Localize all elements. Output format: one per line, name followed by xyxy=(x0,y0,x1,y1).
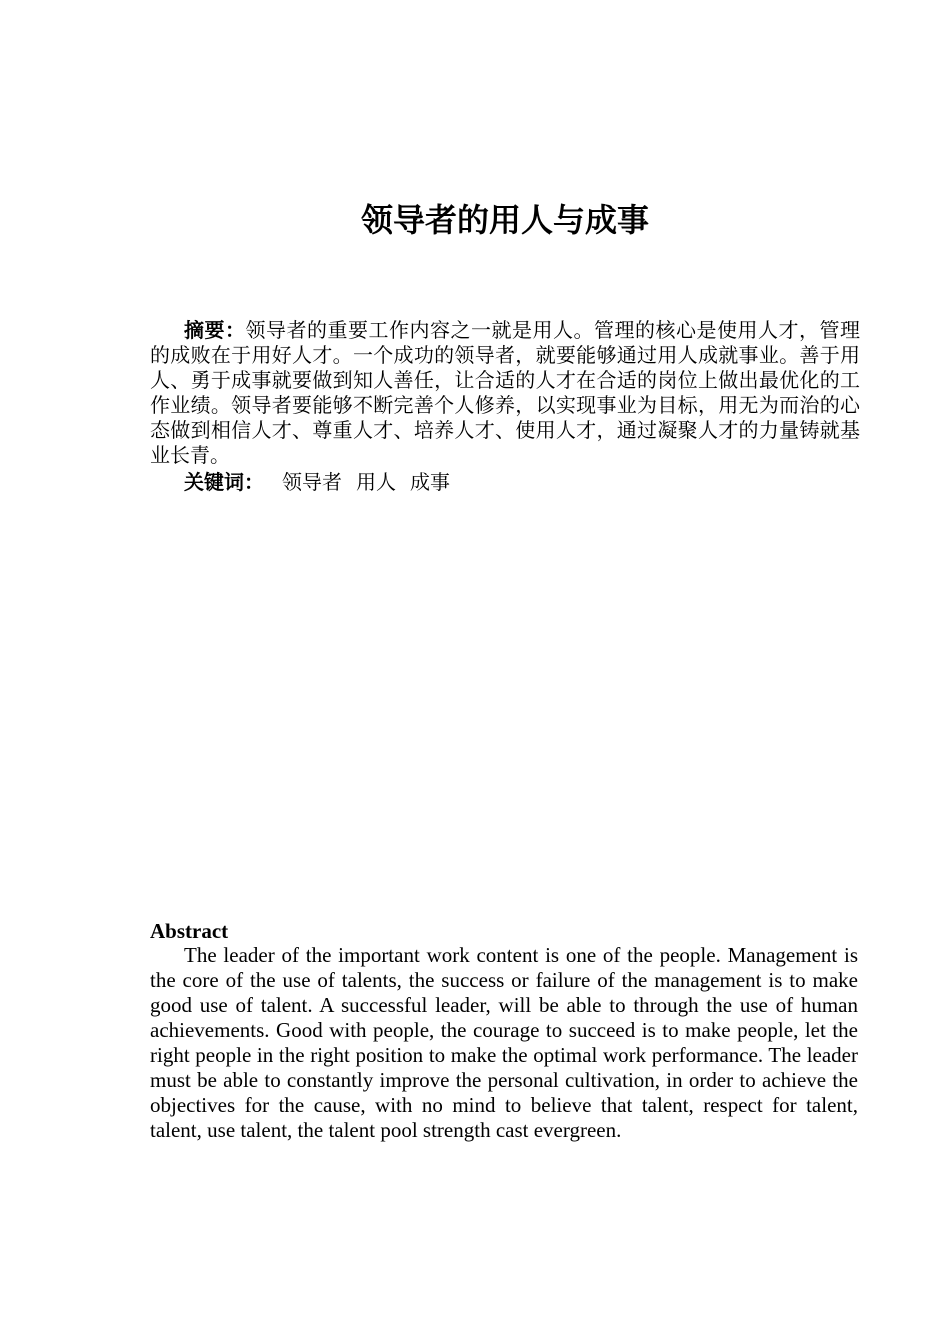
keyword-item: 成事 xyxy=(410,470,450,494)
keyword-item: 用人 xyxy=(356,470,396,494)
page-title: 领导者的用人与成事 xyxy=(360,201,649,239)
english-abstract-heading: Abstract xyxy=(150,919,229,943)
chinese-abstract xyxy=(150,318,860,468)
keyword-item: 领导者 xyxy=(282,470,342,494)
english-abstract-text: The leader of the important work content is one of the people. Management is the core of the use of talents, the success or failure of the management is to make good use of talent. A successful leader, will be able to through the use of human achievements. Good with people, the courage to succeed is to make people, let the right people in the right position to make the optimal work performance. The leader must be able to constantly improve the personal cultivation, in order to achieve the objectives for the cause, with no mind to believe that talent, respect for talent, talent, use talent, the talent pool strength cast evergreen. xyxy=(150,943,858,1142)
abstract-label: 摘要： xyxy=(184,318,246,342)
keywords-line xyxy=(184,468,860,496)
keywords-label: 关键词： xyxy=(184,470,264,494)
abstract-text: 领导者的重要工作内容之一就是用人。管理的核心是使用人才，管理的成败在于用好人才。一个成功的领导者，就要能够通过用人成就事业。善于用人、勇于成事就要做到知人善任，让合适的人才在合适的岗位上做出最优化的工作业绩。领导者要能够不断完善个人修养，以实现事业为目标，用无为而治的心态做到相信人才、尊重人才、培养人才、使用人才，通过凝聚人才的力量铸就基业长青。 xyxy=(150,318,860,467)
